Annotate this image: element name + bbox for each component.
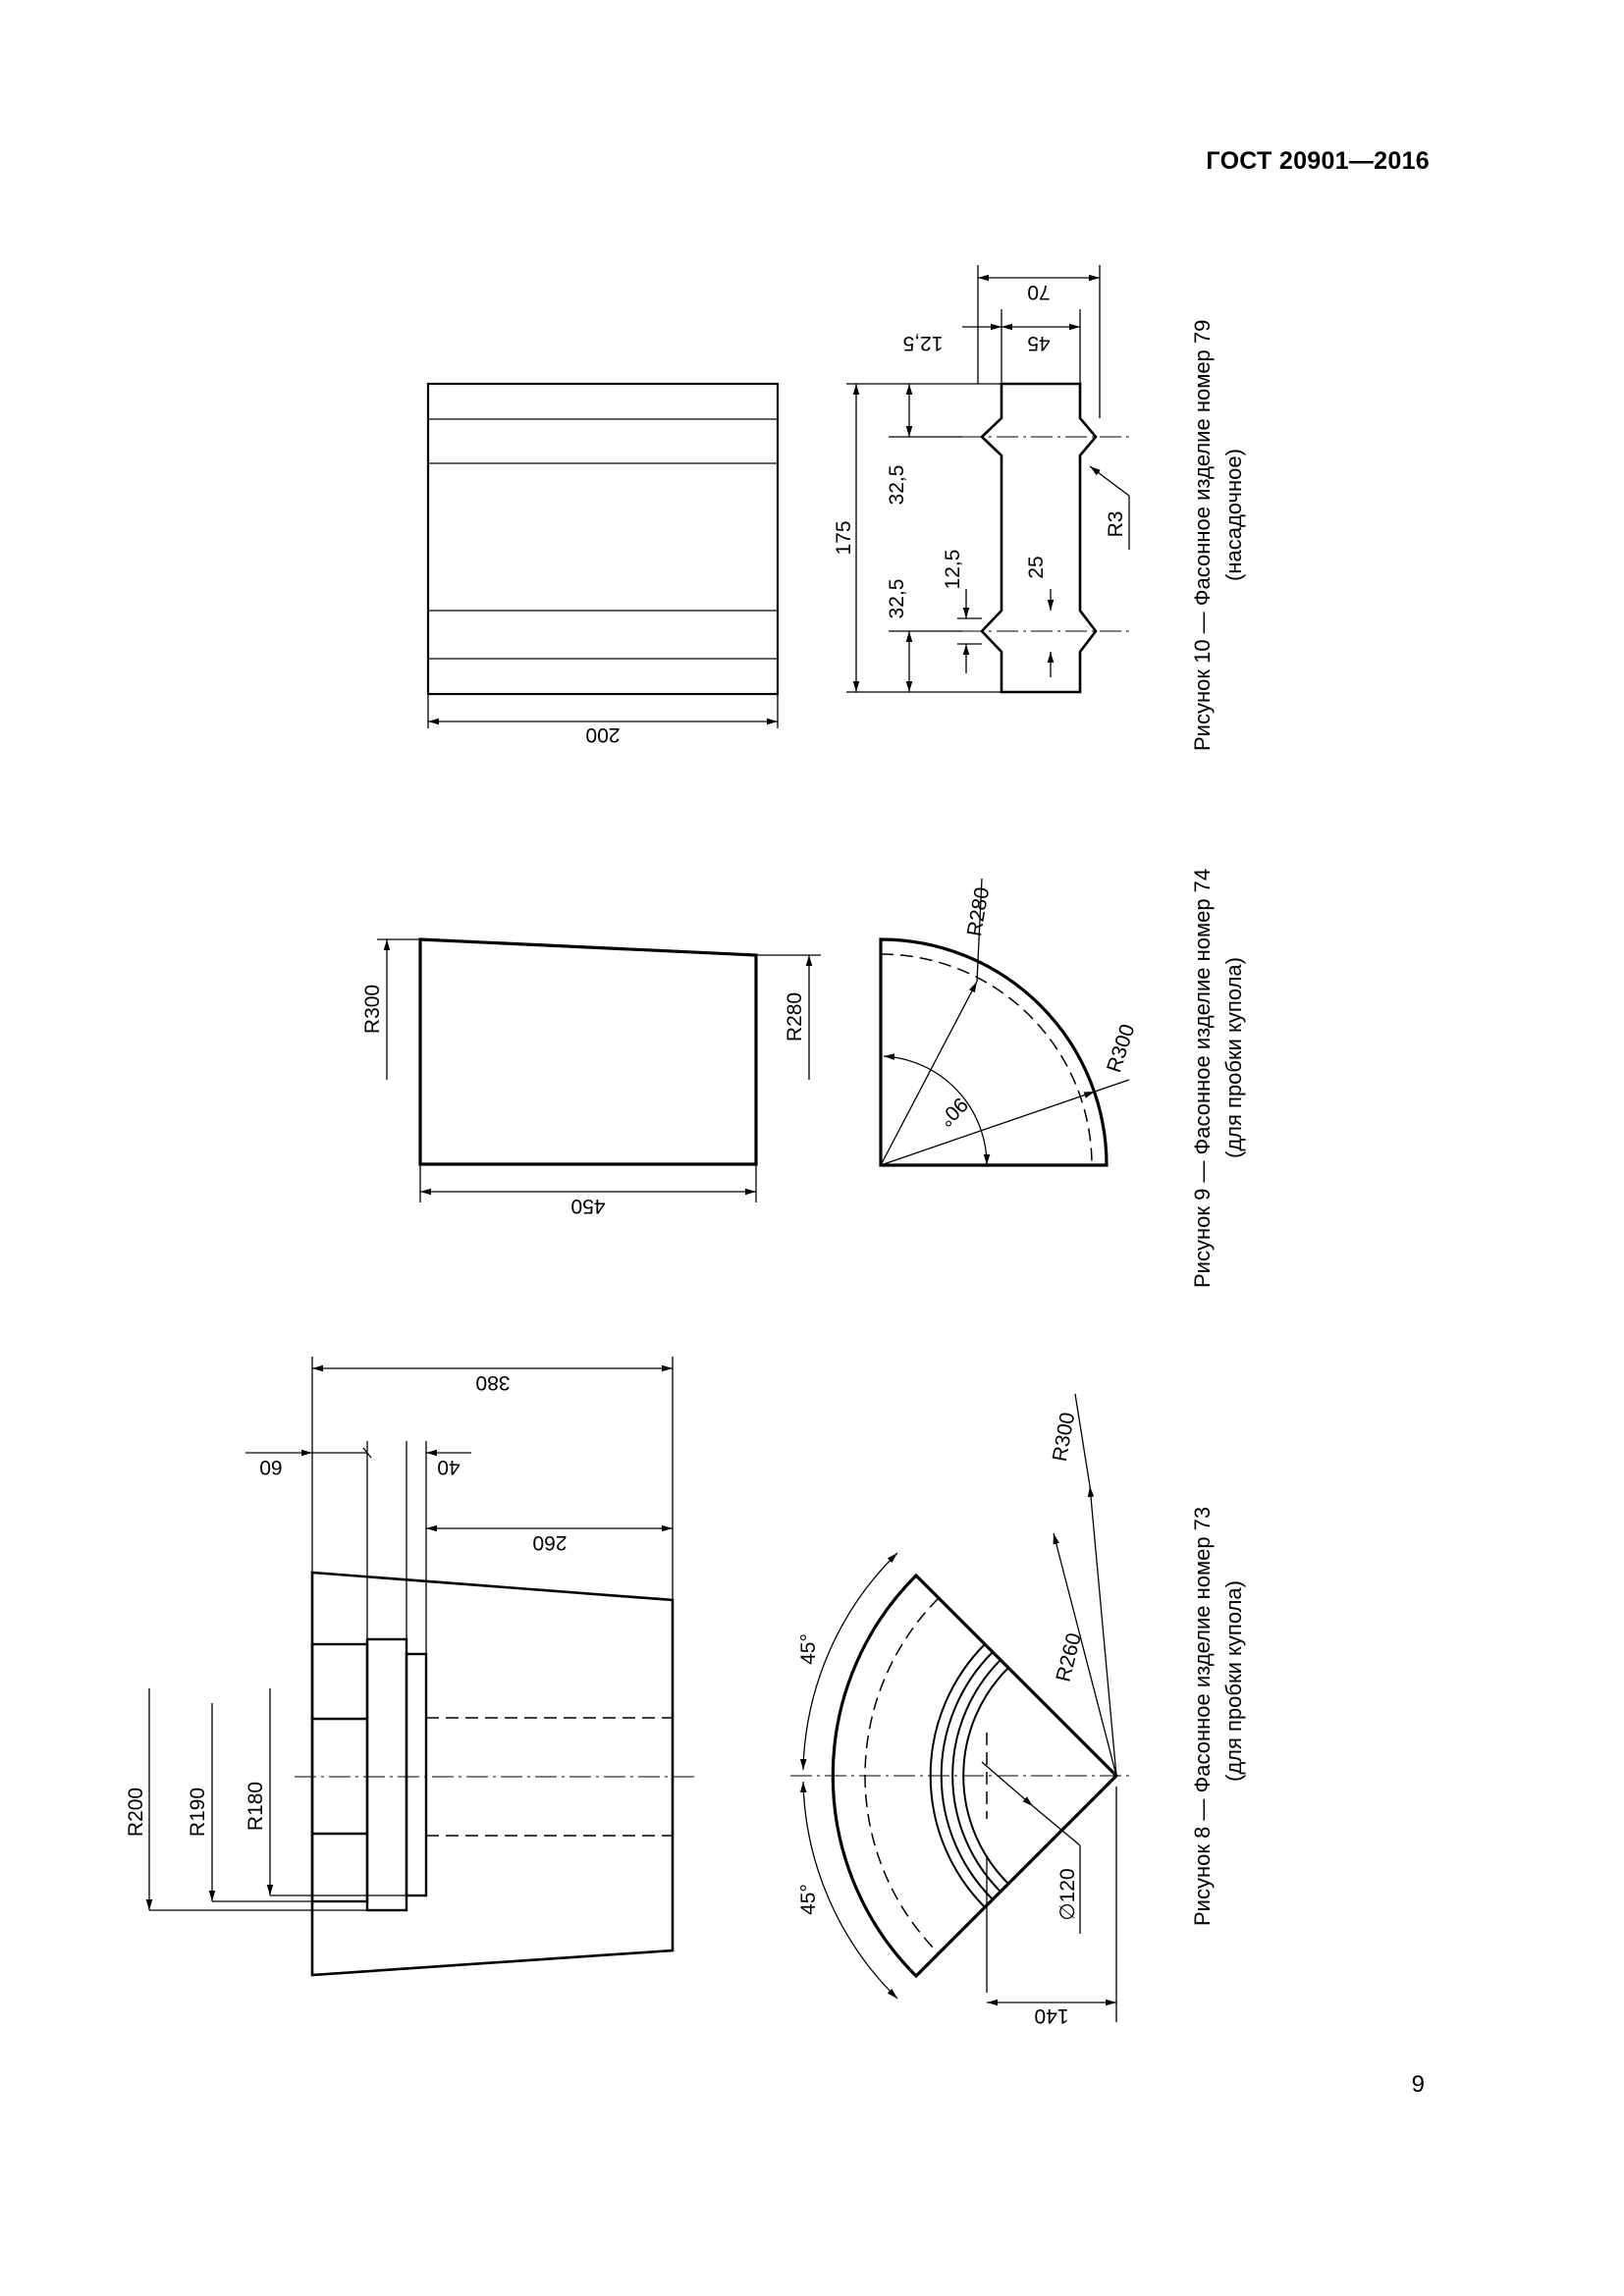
- figure-9-side-view: [377, 939, 821, 1202]
- page-number: 9: [1411, 2071, 1425, 2098]
- dim-r280-right: R280: [784, 991, 806, 1042]
- dim-r300: R300: [1048, 1411, 1080, 1464]
- dim-70: 70: [1027, 281, 1051, 303]
- dim-60: 60: [259, 1456, 283, 1478]
- dim-12-5-left: 12,5: [942, 549, 964, 590]
- dim-32-5-bottom: 32,5: [886, 578, 908, 619]
- dim-r3: R3: [1105, 510, 1127, 538]
- dim-45-top: 45°: [797, 1633, 820, 1665]
- dim-450: 450: [570, 1195, 606, 1217]
- dim-25: 25: [1025, 556, 1048, 579]
- figure-8: [125, 1357, 1246, 2027]
- figure-8-caption-line2: (для пробки купола): [1221, 1580, 1246, 1782]
- figure-9-caption-line2: (для пробки купола): [1221, 957, 1246, 1158]
- figure-10-view-rect: [428, 384, 778, 728]
- dim-r200: R200: [125, 1787, 147, 1838]
- dim-32-5-top: 32,5: [886, 464, 908, 506]
- figure-10: [428, 265, 1246, 751]
- figure-10-caption-line1: Рисунок 10 — Фасонное изделие номер 79: [1190, 319, 1215, 751]
- figure-9: [361, 869, 1246, 1288]
- figure-8-caption-line1: Рисунок 8 — Фасонное изделие номер 73: [1190, 1506, 1215, 1926]
- dim-175: 175: [833, 520, 855, 556]
- figure-8-side-view: [149, 1357, 694, 1975]
- dim-40: 40: [437, 1456, 460, 1478]
- dim-200: 200: [585, 723, 621, 746]
- dim-380: 380: [475, 1371, 511, 1394]
- dim-r190: R190: [187, 1787, 209, 1838]
- dim-d120: ∅120: [1056, 1868, 1079, 1921]
- dim-r260: R260: [1052, 1630, 1086, 1684]
- dim-r300-arc: R300: [1103, 1021, 1140, 1076]
- dim-angle-90: 90°: [934, 1093, 972, 1131]
- dim-45: 45: [1027, 332, 1051, 354]
- figure-9-caption-line1: Рисунок 9 — Фасонное изделие номер 74: [1190, 868, 1215, 1288]
- dim-r280-arc: R280: [962, 885, 995, 938]
- dim-r300-left: R300: [361, 984, 384, 1035]
- dim-45-bottom: 45°: [797, 1884, 820, 1915]
- figure-8-sector: [790, 1394, 1129, 2022]
- figure-9-sector: [881, 879, 1129, 1165]
- dim-260: 260: [532, 1531, 568, 1554]
- figure-10-caption-line2: (насадочное): [1221, 449, 1246, 581]
- dim-r180: R180: [244, 1781, 267, 1832]
- dim-12-5-top: 12,5: [902, 332, 944, 354]
- dim-140: 140: [1034, 2004, 1069, 2027]
- document-header: ГОСТ 20901—2016: [1206, 147, 1430, 175]
